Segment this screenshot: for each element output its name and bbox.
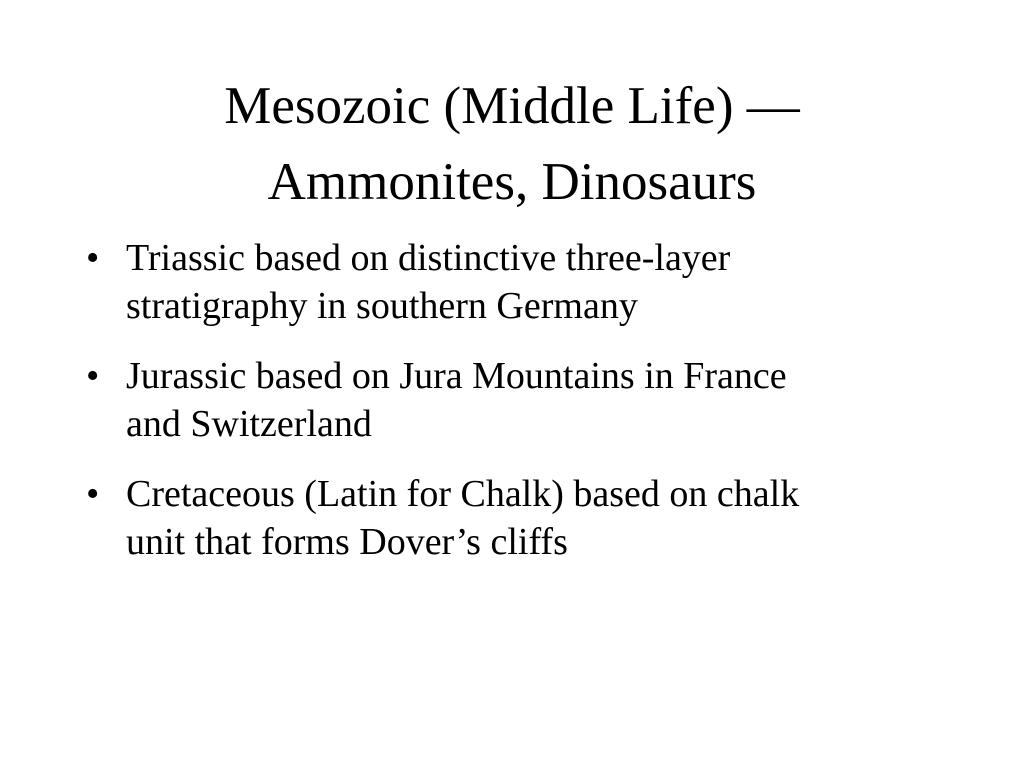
bullet-text: [126, 352, 966, 448]
bullet-line: Cretaceous (Latin for Chalk) based on chalk: [126, 473, 800, 515]
bullet-line: Triassic based on distinctive three-layer: [126, 237, 731, 279]
bullet-line: and Switzerland: [126, 403, 372, 445]
bullet-icon: •: [86, 473, 100, 515]
bullet-list: [86, 234, 966, 588]
slide-title: [60, 68, 964, 220]
bullet-line: unit that forms Dover’s cliffs: [126, 521, 568, 563]
bullet-line: Jurassic based on Jura Mountains in France: [126, 355, 787, 397]
bullet-item-cretaceous: [86, 470, 966, 566]
title-line: Mesozoic (Middle Life) —: [224, 77, 800, 135]
bullet-line: stratigraphy in southern Germany: [126, 285, 638, 327]
title-line: Ammonites, Dinosaurs: [267, 153, 757, 211]
bullet-text: [126, 470, 966, 566]
bullet-icon: •: [86, 355, 100, 397]
bullet-item-triassic: [86, 234, 966, 330]
bullet-item-jurassic: [86, 352, 966, 448]
bullet-text: [126, 234, 966, 330]
bullet-icon: •: [86, 237, 100, 279]
